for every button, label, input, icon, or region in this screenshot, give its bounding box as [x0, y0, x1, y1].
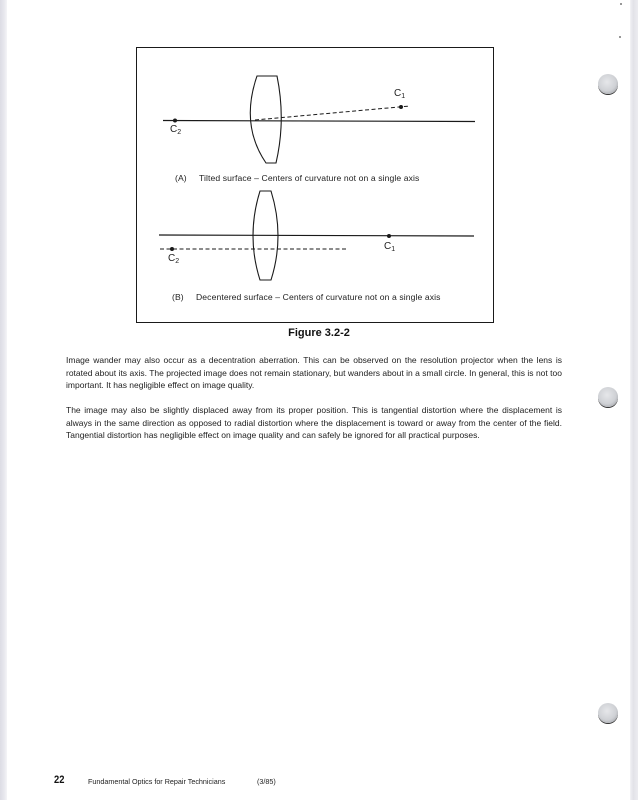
caption-text-a: Tilted surface – Centers of curvature not on a single axis [199, 173, 420, 183]
c1-label-b: $C_1$ [384, 241, 396, 253]
c1-point-a [399, 105, 403, 109]
optical-axis-a [163, 121, 475, 122]
c2-label-b: $C_2$ [168, 253, 180, 265]
caption-letter-b: (B) [172, 292, 184, 302]
caption-panel-a [175, 173, 419, 183]
c2-point-b [170, 247, 174, 251]
panel-a-diagram [163, 76, 475, 163]
caption-letter-a: (A) [175, 173, 187, 183]
figure-title: Figure 3.2-2 [288, 327, 350, 339]
caption-panel-b [172, 292, 441, 302]
c1-point-b [387, 234, 391, 238]
c1-label-a: $C_1$ [394, 88, 406, 100]
c2-label-a: $C_2$ [170, 124, 182, 136]
optical-axis-b [159, 235, 474, 236]
paragraph-tangential-distortion: The image may also be slightly displaced away from its proper position. This is tangential distortion where the displacement is always in the same direction as opposed to radial distortion where the displacement is toward or away from the center of the field. Tangential distortion has negligible effect on image quality and can safely be ignored for all practical purposes. [66, 405, 562, 441]
tilted-lens [250, 76, 281, 163]
page-number: 22 [54, 774, 65, 786]
paragraph-image-wander: Image wander may also occur as a decentration aberration. This can be observed on the resolution projector when the lens is rotated about its axis. The projected image does not remain stationary, but wanders about in a small circle. In general, this is not too important. It has negligible effect on image quality. [66, 355, 562, 391]
caption-text-b: Decentered surface – Centers of curvature not on a single axis [196, 292, 441, 302]
footer-book-title: Fundamental Optics for Repair Technicians [88, 777, 226, 786]
c2-point-a [173, 119, 177, 123]
panel-b-diagram [159, 191, 474, 280]
footer-date: (3/85) [257, 777, 276, 786]
tilted-axis-a [255, 106, 410, 120]
